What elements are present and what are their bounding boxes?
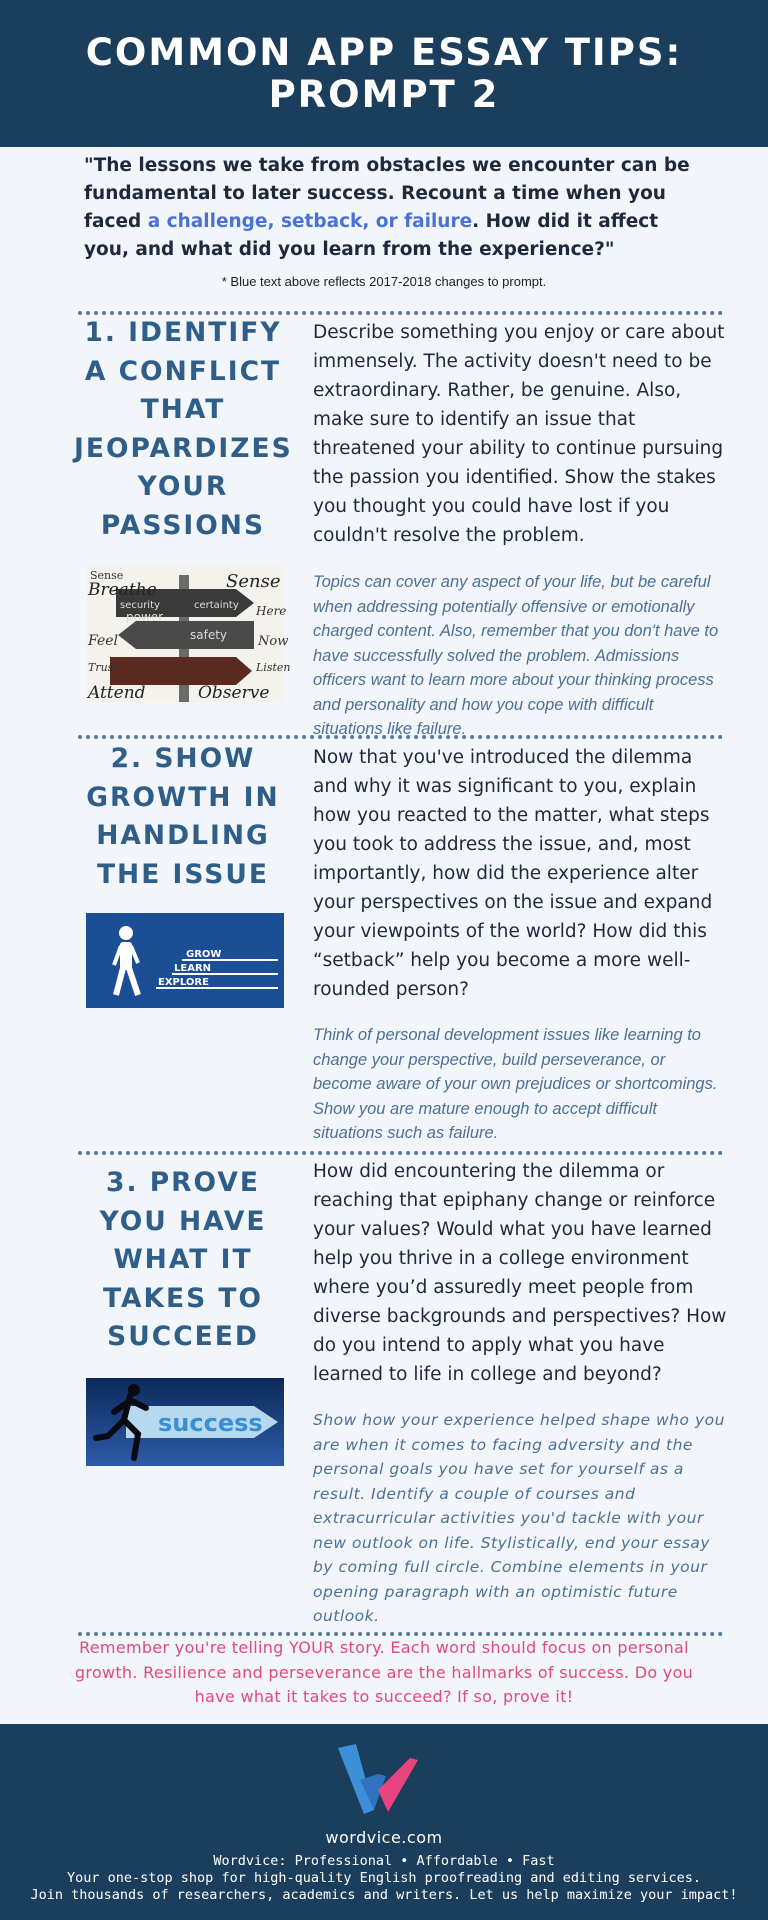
footer-cta: Join thousands of researchers, academics and writers. Let us help maximize your impact! [30, 1887, 738, 1903]
section-1-tip: Topics can cover any aspect of your life, but be careful when addressing potentially offensive or emotionally charged content. Also, remember that you don't have to have successfully solved the problem. Admissions officers want to learn more about your thinking process and personality and how you cope with difficult situations like failure. [313, 573, 719, 738]
closing-message: Remember you're telling YOUR story. Each word should focus on personal growth. Resilience and perseverance are the hallmarks of success. Do you have what it takes to succeed? If so, prove it! [74, 1638, 694, 1706]
cloud-word: Breathe [88, 580, 157, 600]
page-title: COMMON APP ESSAY TIPS: PROMPT 2 [85, 30, 683, 116]
section-divider [78, 1151, 723, 1155]
header-banner [0, 0, 768, 147]
site-url[interactable]: wordvice.com [325, 1828, 443, 1847]
section-2-tip: Think of personal development issues like learning to change your perspective, build perseverance, or become aware of your own prejudices or shortcomings. Show you are mature enough to accept difficult situations such as failure. [313, 1026, 718, 1142]
cloud-word: Observe [198, 683, 270, 703]
footer-tagline: Wordvice: Professional • Affordable • Fast [213, 1853, 555, 1869]
cloud-word: Listen [256, 661, 291, 674]
prompt-text-after: . How did it affect you, and what did you learn from the experience?" [84, 211, 659, 260]
cloud-word: Attend [88, 683, 146, 703]
footer-services: Your one-stop shop for high-quality English proofreading and editing services. [67, 1870, 701, 1886]
section-2-title: 2. SHOW GROWTH IN HANDLING THE ISSUE [86, 743, 280, 890]
success-runner-image [86, 1378, 284, 1466]
cloud-word: safety [190, 628, 228, 642]
section-1-body: Describe something you enjoy or care about immensely. The activity doesn't need to be extraordinary. Rather, be genuine. Also, make sure to identify an issue that threatened your ability to continue pursuing the passion you identified. Show the stakes you thought you could have lost if you couldn't resolve the problem. [313, 322, 725, 546]
section-3-body: How did encountering the dilemma or reaching that epiphany change or reinforce your values? Would what you have learned help you thrive in a college environment where you’d assuredly meet people from diverse backgrounds and perspectives? How do you intend to apply what you have learned to life in college and beyond? [313, 1161, 727, 1385]
section-3-title: 3. PROVE YOU HAVE WHAT IT TAKES TO SUCCEED [99, 1167, 267, 1352]
section-divider [78, 735, 723, 739]
section-1-title: 1. IDENTIFY A CONFLICT THAT JEOPARDIZES YOUR PASSIONS [74, 317, 293, 541]
stair-word: GROW [186, 949, 222, 960]
cloud-word: Sense [226, 571, 281, 592]
signpost-word-cloud-image [86, 565, 291, 703]
stair-word: LEARN [174, 963, 212, 974]
runner-arrow-illustration [86, 1378, 284, 1466]
cloud-word: Sense [90, 569, 124, 582]
stair-word: EXPLORE [158, 977, 209, 988]
walking-figure-illustration [86, 913, 284, 1008]
cloud-word: Feel [88, 633, 118, 649]
section-2-body: Now that you've introduced the dilemma and why it was significant to you, explain how you reacted to the matter, what steps you took to address the issue, and, most importantly, how did the experience alter your perspectives on the issue and expand your viewpoints of the world? How did this “setback” help you become a more well-rounded person? [313, 747, 713, 1000]
prompt-text-before: "The lessons we take from obstacles we encounter can be fundamental to later success. Recount a time when you faced [84, 155, 690, 232]
cloud-word: certainty [194, 600, 239, 611]
cloud-word: Here [256, 604, 287, 618]
cloud-word: power [126, 610, 164, 624]
essay-prompt [84, 152, 704, 264]
signpost-illustration [86, 565, 291, 703]
cloud-word: Trust [88, 661, 118, 674]
prompt-note: * Blue text above reflects 2017-2018 changes to prompt. [221, 274, 547, 289]
grow-learn-explore-image [86, 913, 284, 1008]
section-3-tip: Show how your experience helped shape who you are when it comes to facing adversity and the personal goals you have set for yourself as a result. Identify a couple of courses and extracurricular activities you'd tackle with your new outlook on life. Stylistically, end your essay by coming full circle. Combine elements in your opening paragraph with an optimistic future outlook. [313, 1411, 725, 1625]
cloud-word: security [120, 600, 160, 611]
wordvice-logo-icon[interactable] [330, 1740, 430, 1820]
cloud-word: Now [258, 634, 289, 649]
prompt-highlight: a challenge, setback, or failure [147, 211, 473, 232]
arrow-word: success [158, 1409, 263, 1437]
